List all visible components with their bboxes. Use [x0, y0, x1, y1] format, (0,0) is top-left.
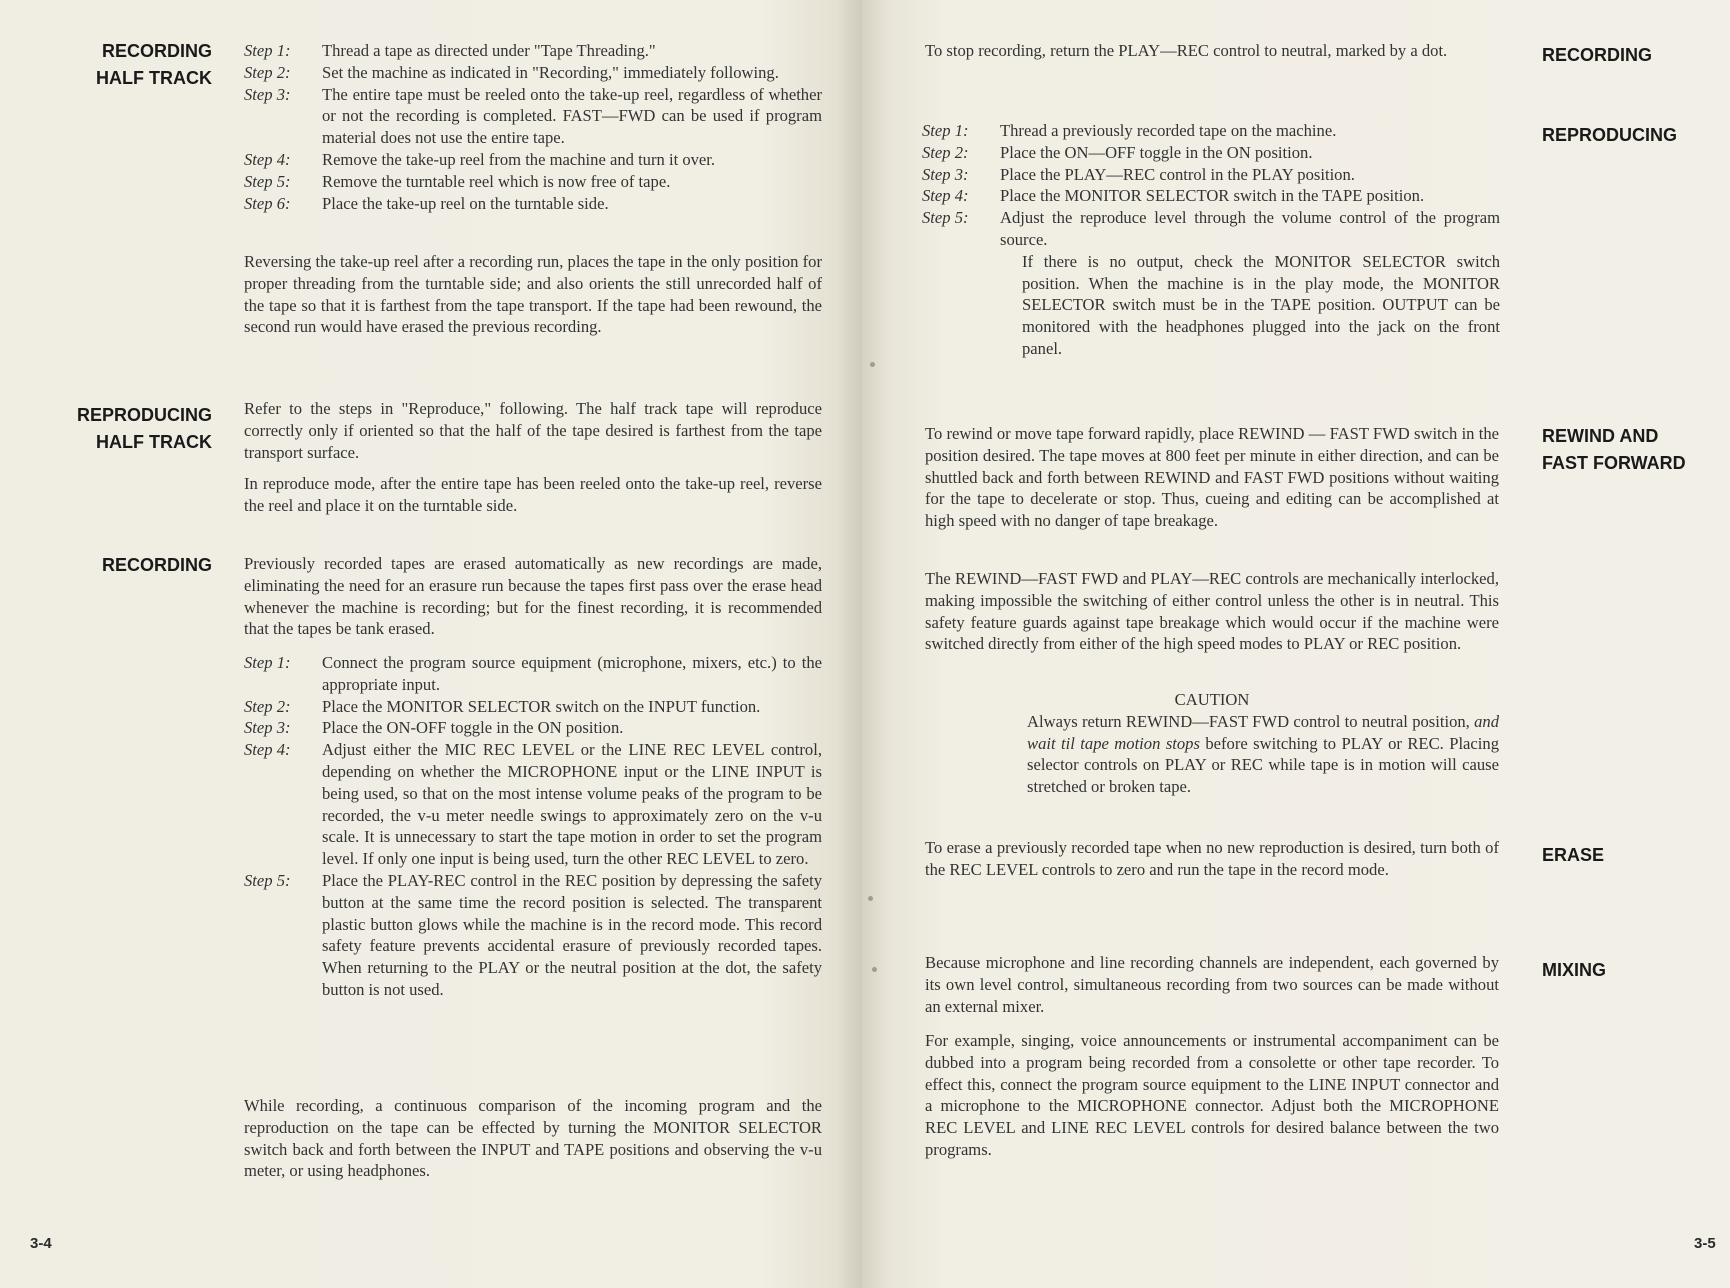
paragraph-interlock: The REWIND—FAST FWD and PLAY—REC controls are mechanically interlocked, making impossible the switching of either control unless the other is in neutral. This safety feature guards against tape breakage which would occur if the machine were switched directly from either of the high speed modes to PLAY or REC position. — [925, 569, 1499, 654]
step-item: Step 3: The entire tape must be reeled onto the take-up reel, regardless of whether or not the recording is completed. FAST—FWD can be used if program material does not use the entire tape. — [244, 84, 822, 148]
paragraph-rewind: To rewind or move tape forward rapidly, place REWIND — FAST FWD switch in the position desired. The tape moves at 800 feet per minute in either direction, and can be shuttled back and forth between REWIND and FAST FWD positions without waiting for the tape to decelerate or stop. Thus, cueing and editing can be accomplished at high speed with no danger of tape breakage. — [925, 424, 1499, 531]
paper-speck — [872, 967, 877, 972]
heading-line: REPRODUCING — [76, 405, 212, 425]
heading-rewind-fast-forward — [1542, 423, 1686, 477]
page-number-left: 3-4 — [30, 1235, 52, 1252]
caution-block — [925, 689, 1499, 798]
heading-line: HALF TRACK — [96, 432, 212, 452]
step-item: Step 5: Place the PLAY-REC control in the REC position by depressing the safety button at the same time the record position is selected. The transparent plastic button glows while the machine is in the record mode. This record safety feature prevents accidental erasure of previously recorded tapes. When returning to the PLAY or the neutral position at the dot, the safety button is not used. — [244, 870, 822, 999]
paragraph-refer: Refer to the steps in "Reproduce," following. The half track tape will reproduce correctly only if oriented so that the half of the tape desired is farthest from the tape transport surface. — [244, 399, 822, 462]
heading-reproducing-half-track — [77, 402, 212, 456]
heading-erase: ERASE — [1542, 845, 1605, 865]
paragraph-mixing-1: Because microphone and line recording channels are independent, each governed by its own level control, simultaneous recording from two sources can be made without an external mixer. — [925, 953, 1499, 1016]
heading-recording-right: RECORDING — [1542, 45, 1653, 65]
half-track-steps — [244, 40, 822, 214]
heading-line: REWIND AND — [1542, 426, 1659, 446]
recording-steps — [244, 652, 822, 1001]
paragraph-previously-recorded: Previously recorded tapes are erased automatically as new recordings are made, eliminating the need for an erasure run because the tapes first pass over the erase head whenever the machine is recording; but for the finest recording, it is recommended that the tapes be tank erased. — [244, 554, 822, 639]
paragraph-erase: To erase a previously recorded tape when no new reproduction is desired, turn both of the REC LEVEL controls to zero and run the tape in the record mode. — [925, 838, 1499, 879]
heading-reproducing: REPRODUCING — [1542, 125, 1678, 145]
heading-line: RECORDING — [101, 41, 212, 61]
paragraph-mixing-2: For example, singing, voice announcements or instrumental accompaniment can be dubbed into a program being recorded from a consolette or other tape recorder. To effect this, connect the program source equipment to the LINE INPUT connector and a microphone to the MICROPHONE connector. Adjust both the MICROPHONE REC LEVEL and LINE REC LEVEL controls for desired balance between the two programs. — [925, 1031, 1499, 1159]
step-item: Step 2: Set the machine as indicated in "Recording," immediately following. — [244, 62, 779, 82]
paragraph-while-recording: While recording, a continuous comparison of the incoming program and the reproduction on the tape can be effected by turning the MONITOR SELECTOR switch back and forth between the INPUT and TAPE positions and observing the v-u meter, or using headphones. — [244, 1096, 822, 1181]
step-item: Step 1: Connect the program source equipment (microphone, mixers, etc.) to the appropriate input. — [244, 653, 822, 694]
step-item: Step 1: Thread a previously recorded tape on the machine. — [922, 121, 1337, 140]
heading-recording-half-track — [96, 38, 212, 92]
paper-speck — [868, 896, 873, 901]
heading-line: FAST FORWARD — [1542, 453, 1686, 473]
step-item: Step 3: Place the PLAY—REC control in the PLAY position. — [922, 164, 1355, 184]
heading-recording: RECORDING — [101, 555, 212, 575]
reproduce-steps — [922, 120, 1500, 360]
caution-title: CAUTION — [1174, 690, 1250, 709]
paragraph-reversing: Reversing the take-up reel after a recording run, places the tape in the only position for proper threading from the turntable side; and also orients the still unrecorded half of the tape so that it is farthest from the tape transport. If the tape had been rewound, the second run would have erased the previous recording. — [244, 252, 822, 337]
page-number-right: 3-5 — [1694, 1235, 1716, 1252]
step-item: Step 2: Place the MONITOR SELECTOR switch on the INPUT function. — [244, 696, 761, 716]
step-item: Step 4: Place the MONITOR SELECTOR switch in the TAPE position. — [922, 186, 1425, 206]
paragraph-no-output: If there is no output, check the MONITOR SELECTOR switch position. When the machine is in the play mode, the MONITOR SELECTOR switch must be in the TAPE position. OUTPUT can be monitored with the headphones plugged into the jack on the front panel. — [1022, 251, 1500, 358]
step-item: Step 4: Adjust either the MIC REC LEVEL or the LINE REC LEVEL control, depending on whether the MICROPHONE input or the LINE INPUT is being used, so that on the most intense volume peaks of the program to be recorded, the v-u meter needle swings to approximately zero on the v-u scale. It is unnecessary to start the tape motion in order to set the program level. If only one input is being used, turn the other REC LEVEL to zero. — [244, 740, 822, 869]
step-item: Step 5: Adjust the reproduce level through the volume control of the program source. — [922, 208, 1500, 249]
paragraph-reproduce-mode: In reproduce mode, after the entire tape has been reeled onto the take-up reel, reverse the reel and place it on the turntable side. — [244, 474, 822, 515]
step-item: Step 1: Thread a tape as directed under "Tape Threading." — [244, 41, 656, 60]
heading-mixing: MIXING — [1542, 960, 1607, 980]
left-page — [0, 0, 862, 1288]
caution-text: Always return REWIND—FAST FWD control to neutral position, and wait til tape motion stops before switching to PLAY or REC. Placing selector controls on PLAY or REC while tape is in motion will cause stretched or broken tape. — [1027, 711, 1499, 797]
paper-speck — [870, 362, 875, 367]
paragraph-stop-recording: To stop recording, return the PLAY—REC control to neutral, marked by a dot. — [925, 41, 1448, 60]
step-item: Step 4: Remove the take-up reel from the machine and turn it over. — [244, 149, 716, 169]
step-item: Step 6: Place the take-up reel on the turntable side. — [244, 193, 609, 213]
heading-line: HALF TRACK — [96, 68, 212, 88]
step-item: Step 5: Remove the turntable reel which is now free of tape. — [244, 171, 671, 191]
step-item: Step 3: Place the ON-OFF toggle in the ON position. — [244, 718, 624, 738]
step-item: Step 2: Place the ON—OFF toggle in the ON position. — [922, 142, 1313, 162]
caution-emphasis: and wait til tape motion stops — [1027, 711, 1499, 753]
